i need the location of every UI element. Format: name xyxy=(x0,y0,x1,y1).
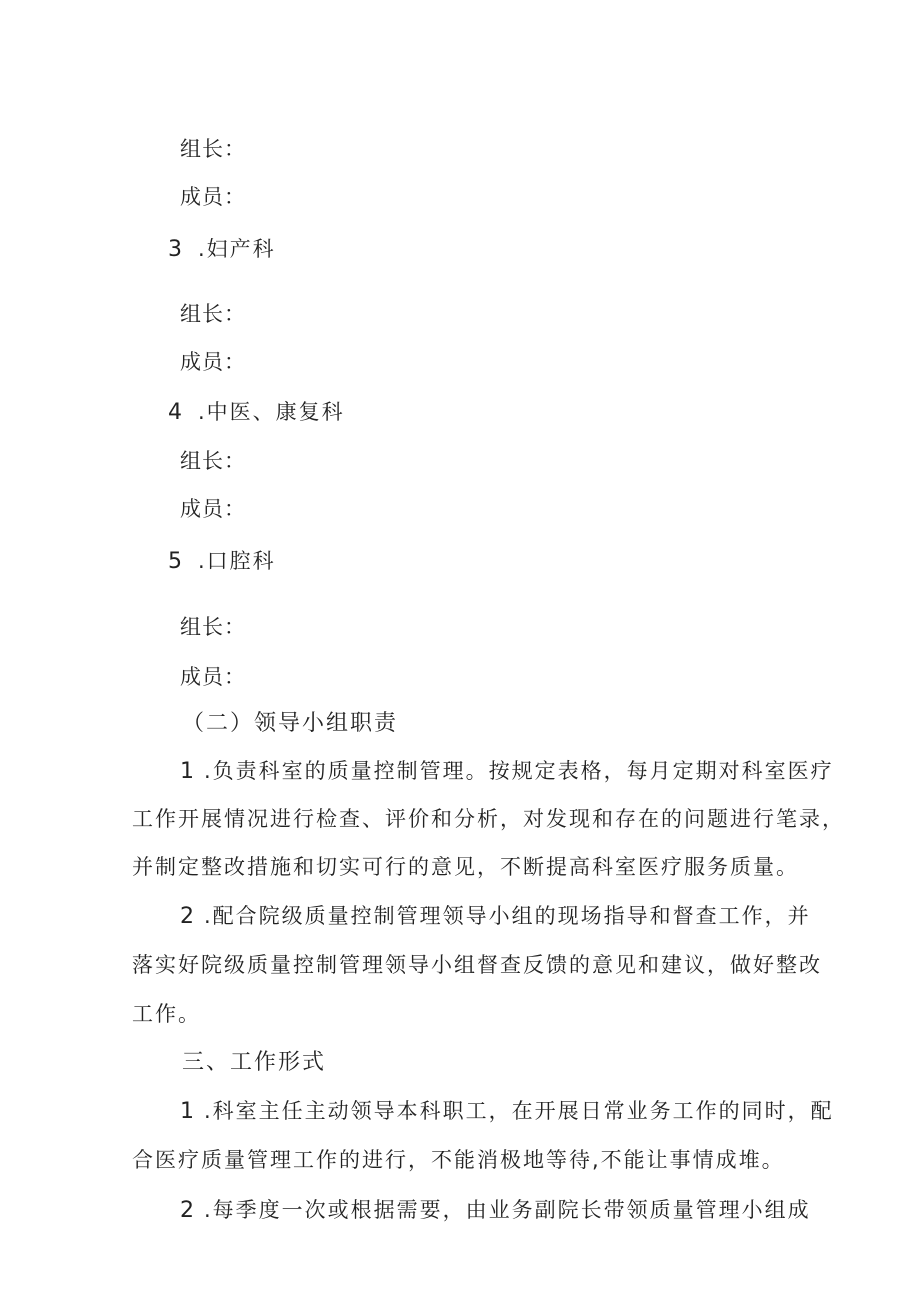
leader-label: 组长： xyxy=(180,137,246,161)
leader-label: 组长： xyxy=(180,615,246,639)
leader-label: 组长： xyxy=(180,449,246,473)
item-number: 1 xyxy=(180,1099,196,1124)
section-heading-duties: （二）领导小组职责 xyxy=(182,711,399,736)
dept-number: 4 xyxy=(168,400,184,425)
line-text: .负责科室的质量控制管理。按规定表格，每月定期对科室医疗 xyxy=(204,759,834,783)
leader-label: 组长： xyxy=(180,302,246,326)
dept-number: 5 xyxy=(168,549,184,574)
line-text: .配合院级质量控制管理领导小组的现场指导和督查工作，并 xyxy=(204,904,811,928)
dept-heading-dental xyxy=(168,546,276,577)
form-1-line-2: 合医疗质量管理工作的进行，不能消极地等待,不能让事情成堆。 xyxy=(132,1148,785,1172)
line-text: .科室主任主动领导本科职工，在开展日常业务工作的同时，配 xyxy=(204,1099,834,1123)
duty-1-line-3: 并制定整改措施和切实可行的意见，不断提高科室医疗服务质量。 xyxy=(132,855,799,879)
dept-name: .口腔科 xyxy=(198,549,276,573)
section-heading-work-form: 三、工作形式 xyxy=(182,1050,327,1075)
line-text: .每季度一次或根据需要，由业务副院长带领质量管理小组成 xyxy=(204,1198,811,1222)
members-label: 成员： xyxy=(180,350,246,374)
duty-1-line-2: 工作开展情况进行检查、评价和分析，对发现和存在的问题进行笔录， xyxy=(132,807,845,831)
duty-2-line-3: 工作。 xyxy=(132,1002,201,1026)
dept-number: 3 xyxy=(168,237,184,262)
form-2-line-1 xyxy=(180,1195,811,1226)
members-label: 成员： xyxy=(180,497,246,521)
members-label: 成员： xyxy=(180,665,246,689)
item-number: 2 xyxy=(180,1198,196,1223)
duty-1-line-1 xyxy=(180,756,834,787)
dept-name: .中医、康复科 xyxy=(198,400,345,424)
item-number: 1 xyxy=(180,759,196,784)
dept-heading-tcm-rehab xyxy=(168,397,345,428)
duty-2-line-1 xyxy=(180,901,811,932)
item-number: 2 xyxy=(180,904,196,929)
form-1-line-1 xyxy=(180,1096,834,1127)
duty-2-line-2: 落实好院级质量控制管理领导小组督查反馈的意见和建议，做好整改 xyxy=(132,953,822,977)
dept-name: .妇产科 xyxy=(198,237,276,261)
members-label: 成员： xyxy=(180,185,246,209)
dept-heading-obgyn xyxy=(168,234,276,265)
